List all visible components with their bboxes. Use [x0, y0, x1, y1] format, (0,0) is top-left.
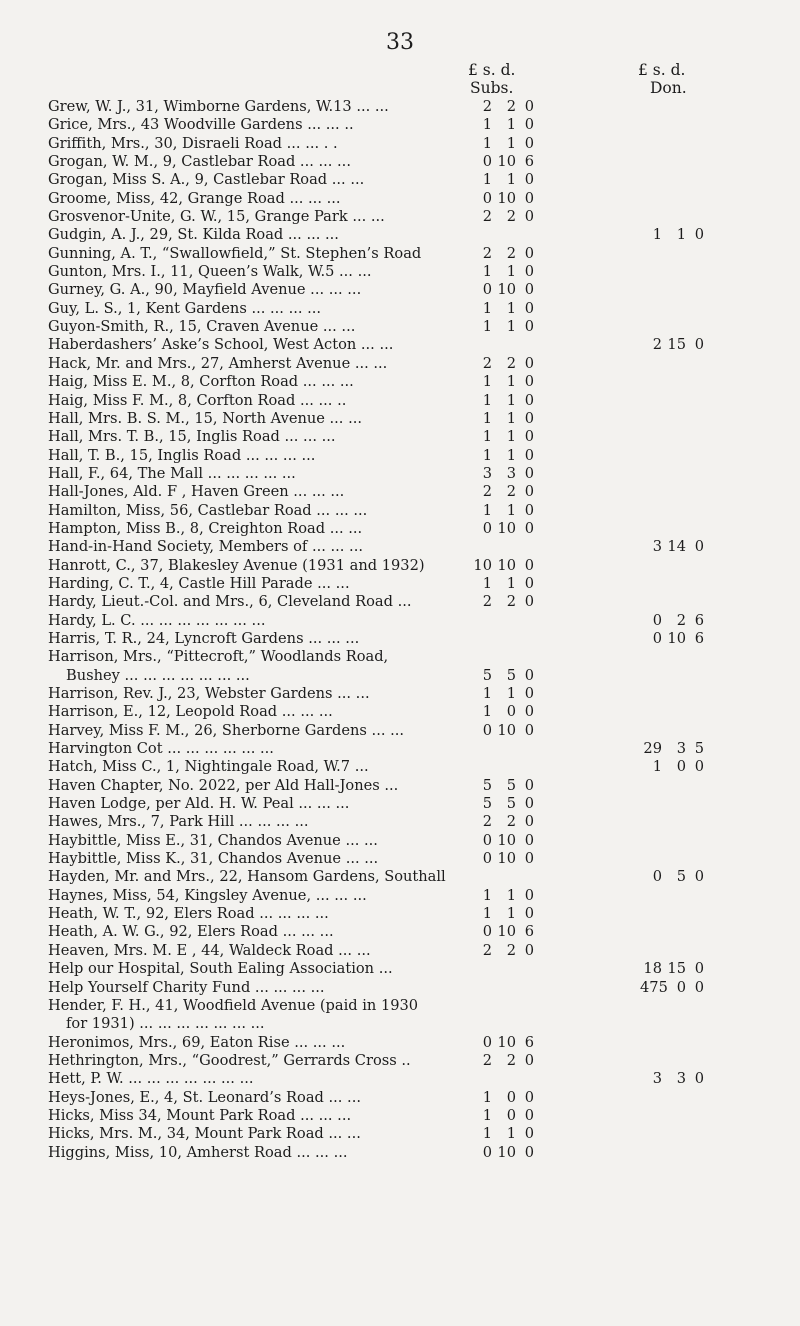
subscriber-name: Heys-Jones, E., 4, St. Leonard’s Road ... ... [48, 1088, 361, 1106]
list-item [0, 171, 800, 189]
page-number: 33 [386, 30, 414, 55]
subs-pence: 0 [524, 905, 534, 923]
subs-shillings: 0 [506, 1088, 516, 1106]
list-item [0, 281, 800, 299]
subscriber-name: Hall, T. B., 15, Inglis Road ... ... ... ... [48, 446, 316, 464]
list-item [0, 245, 800, 263]
subs-shillings: 10 [497, 923, 516, 941]
list-item [0, 190, 800, 208]
subs-pounds: 1 [482, 1088, 492, 1106]
donation-pence: 5 [694, 740, 704, 758]
subs-pounds: 1 [482, 685, 492, 702]
list-item [0, 98, 800, 116]
donation-pence: 0 [694, 1070, 704, 1088]
subs-pounds: 1 [482, 318, 492, 336]
list-item [0, 905, 800, 923]
donation-pounds: 3 [652, 538, 662, 556]
subs-shillings: 0 [506, 703, 516, 721]
subs-pounds: 1 [482, 428, 492, 446]
donation-pounds: 0 [652, 868, 662, 886]
subs-shillings: 10 [497, 1143, 516, 1161]
subs-pounds: 1 [482, 1125, 492, 1143]
subs-pounds: 1 [482, 574, 492, 592]
subs-shillings: 2 [506, 941, 516, 959]
subscriber-name: Harris, T. R., 24, Lyncroft Gardens ... ... ... [48, 629, 360, 647]
list-item [0, 593, 800, 611]
subs-pence: 0 [524, 281, 534, 299]
subscriber-name: Haig, Miss F. M., 8, Corfton Road ... ... .. [48, 391, 347, 409]
donation-shillings: 3 [676, 740, 686, 758]
subs-pence: 0 [524, 941, 534, 959]
donation-shillings: 5 [676, 868, 686, 886]
list-item [0, 648, 800, 666]
subs-pence: 6 [524, 1033, 534, 1051]
subs-shillings: 2 [506, 813, 516, 831]
subs-currency-header: £ s. d. [468, 61, 516, 79]
subscriber-name: Hatch, Miss C., 1, Nightingale Road, W.7 ... [48, 758, 369, 776]
subscriber-name: Hardy, Lieut.-Col. and Mrs., 6, Cleveland Road ... [48, 593, 412, 611]
subs-pounds: 0 [482, 281, 492, 299]
list-item [0, 703, 800, 721]
subs-pence: 0 [524, 409, 534, 427]
list-item [0, 685, 800, 703]
subs-pounds: 5 [482, 666, 492, 684]
subs-pence: 0 [524, 263, 534, 281]
subs-pounds: 1 [482, 263, 492, 281]
donation-pounds: 0 [652, 611, 662, 629]
subs-pence: 0 [524, 685, 534, 702]
donation-pence: 0 [694, 978, 704, 996]
subs-pounds: 1 [482, 703, 492, 721]
subscriber-name: Grice, Mrs., 43 Woodville Gardens ... ... .. [48, 116, 354, 134]
subs-pence: 0 [524, 813, 534, 831]
subscriber-name: Griffith, Mrs., 30, Disraeli Road ... ... . . [48, 134, 338, 152]
subscriber-name: Harrison, Rev. J., 23, Webster Gardens ... ... [48, 685, 370, 702]
subscriber-name: Help our Hospital, South Ealing Association ... [48, 960, 393, 978]
subs-pence: 0 [524, 666, 534, 684]
subs-shillings: 10 [497, 153, 516, 171]
subs-shillings: 0 [506, 1106, 516, 1124]
subs-shillings: 10 [497, 1033, 516, 1051]
subs-pence: 0 [524, 703, 534, 721]
list-item [0, 116, 800, 134]
subs-pounds: 1 [482, 391, 492, 409]
list-item [0, 1015, 800, 1033]
list-item [0, 263, 800, 281]
subscriber-name: Harrison, Mrs., “Pittecroft,” Woodlands Road, [48, 648, 389, 666]
list-item [0, 1034, 800, 1052]
list-item [0, 575, 800, 593]
subs-pence: 0 [524, 299, 534, 317]
subs-shillings: 3 [506, 464, 516, 482]
subscriber-name: Hicks, Miss 34, Mount Park Road ... ... ... [48, 1106, 352, 1124]
subs-shillings: 1 [506, 501, 516, 519]
list-item [0, 979, 800, 997]
subscriber-name: Heath, A. W. G., 92, Elers Road ... ... ... [48, 923, 334, 941]
subscriber-name: Hall, Mrs. B. S. M., 15, North Avenue ... ... [48, 409, 363, 427]
subscriber-name: Haven Lodge, per Ald. H. W. Peal ... ... ... [48, 795, 350, 813]
subs-shillings: 2 [506, 244, 516, 262]
subscriber-name: Bushey ... ... ... ... ... ... ... [66, 666, 250, 684]
subs-pence: 0 [524, 446, 534, 464]
subscriber-name: Harding, C. T., 4, Castle Hill Parade ... ... [48, 574, 350, 592]
subs-column-header: Subs. [470, 79, 514, 97]
subscriber-name: Hall, F., 64, The Mall ... ... ... ... ... [48, 464, 296, 482]
donation-shillings: 14 [667, 538, 686, 556]
list-item [0, 813, 800, 831]
list-item [0, 850, 800, 868]
list-item [0, 960, 800, 978]
subs-shillings: 1 [506, 886, 516, 904]
list-item [0, 483, 800, 501]
subs-pence: 0 [524, 244, 534, 262]
subs-pounds: 1 [482, 1106, 492, 1124]
subs-shillings: 1 [506, 299, 516, 317]
subscriber-name: Heronimos, Mrs., 69, Eaton Rise ... ... ... [48, 1033, 346, 1051]
subscriber-name: Haynes, Miss, 54, Kingsley Avenue, ... ... ... [48, 886, 367, 904]
subs-pounds: 10 [473, 556, 492, 574]
list-item [0, 1089, 800, 1107]
donation-shillings: 1 [676, 226, 686, 244]
subscriber-name: Hall-Jones, Ald. F , Haven Green ... ... ... [48, 483, 345, 501]
subs-shillings: 1 [506, 318, 516, 336]
subscriber-name: Gunning, A. T., “Swallowfield,” St. Stephen’s Road [48, 244, 422, 262]
subscriber-name: Heath, W. T., 92, Elers Road ... ... ... ... [48, 905, 329, 923]
subs-pounds: 2 [482, 941, 492, 959]
list-item [0, 887, 800, 905]
subs-shillings: 2 [506, 483, 516, 501]
subscriber-name: Hender, F. H., 41, Woodfield Avenue (paid in 1930 [48, 996, 419, 1014]
list-item [0, 1125, 800, 1143]
subs-pounds: 0 [482, 519, 492, 537]
subscriber-name: Haven Chapter, No. 2022, per Ald Hall-Jones ... [48, 776, 399, 794]
subs-pounds: 0 [482, 721, 492, 739]
subscriber-name: Guyon-Smith, R., 15, Craven Avenue ... ... [48, 318, 356, 336]
subs-shillings: 10 [497, 281, 516, 299]
subs-shillings: 10 [497, 189, 516, 207]
donation-pence: 0 [694, 226, 704, 244]
list-item [0, 355, 800, 373]
subs-pounds: 2 [482, 813, 492, 831]
subs-pounds: 2 [482, 1051, 492, 1069]
subscriber-name: Heaven, Mrs. M. E , 44, Waldeck Road ... ... [48, 941, 371, 959]
subs-pounds: 1 [482, 409, 492, 427]
subscriber-name: Hardy, L. C. ... ... ... ... ... ... ... [48, 611, 266, 629]
subs-shillings: 10 [497, 556, 516, 574]
subs-pounds: 1 [482, 886, 492, 904]
list-item [0, 997, 800, 1015]
subscriber-name: Help Yourself Charity Fund ... ... ... ... [48, 978, 325, 996]
subscriber-name: Hanrott, C., 37, Blakesley Avenue (1931 and 1932) [48, 556, 425, 574]
donation-shillings: 10 [667, 629, 686, 647]
subscriber-name: Hack, Mr. and Mrs., 27, Amherst Avenue ... ... [48, 354, 388, 372]
subscriber-name: Gudgin, A. J., 29, St. Kilda Road ... ... ... [48, 226, 339, 244]
subscriber-name: Hawes, Mrs., 7, Park Hill ... ... ... ... [48, 813, 309, 831]
subs-shillings: 5 [506, 795, 516, 813]
subs-pence: 0 [524, 519, 534, 537]
subs-pence: 0 [524, 1051, 534, 1069]
list-item [0, 428, 800, 446]
subscriber-name: Guy, L. S., 1, Kent Gardens ... ... ... ... [48, 299, 322, 317]
donation-pounds: 1 [652, 226, 662, 244]
subs-pence: 0 [524, 464, 534, 482]
list-item [0, 557, 800, 575]
donation-pounds: 475 [640, 978, 668, 996]
subscriber-name: Hampton, Miss B., 8, Creighton Road ... ... [48, 519, 363, 537]
donation-shillings: 2 [676, 611, 686, 629]
subs-pounds: 1 [482, 116, 492, 134]
subs-shillings: 2 [506, 354, 516, 372]
subs-pounds: 2 [482, 593, 492, 611]
subs-pence: 0 [524, 831, 534, 849]
list-item [0, 465, 800, 483]
donation-shillings: 15 [667, 960, 686, 978]
subscriber-name: Harvington Cot ... ... ... ... ... ... [48, 740, 274, 758]
subs-pounds: 2 [482, 98, 492, 115]
subs-shillings: 2 [506, 98, 516, 115]
donation-pence: 0 [694, 336, 704, 354]
subscriber-name: Gurney, G. A., 90, Mayfield Avenue ... ... ... [48, 281, 362, 299]
subs-pence: 0 [524, 593, 534, 611]
subscriber-name: Higgins, Miss, 10, Amherst Road ... ... ... [48, 1143, 348, 1161]
list-item [0, 392, 800, 410]
subs-pounds: 0 [482, 831, 492, 849]
subs-shillings: 1 [506, 905, 516, 923]
subs-shillings: 1 [506, 373, 516, 391]
subscriber-name: Harvey, Miss F. M., 26, Sherborne Gardens ... ... [48, 721, 405, 739]
donation-shillings: 15 [667, 336, 686, 354]
list-item [0, 502, 800, 520]
subs-pence: 0 [524, 1125, 534, 1143]
subs-pence: 0 [524, 116, 534, 134]
list-item [0, 538, 800, 556]
subs-shillings: 10 [497, 831, 516, 849]
subscriber-name: Grew, W. J., 31, Wimborne Gardens, W.13 ... ... [48, 98, 389, 115]
subscriber-name: Hett, P. W. ... ... ... ... ... ... ... [48, 1070, 254, 1088]
subs-pounds: 3 [482, 464, 492, 482]
subscriber-name: Hand-in-Hand Society, Members of ... ... ... [48, 538, 363, 556]
list-item [0, 410, 800, 428]
list-item [0, 942, 800, 960]
subs-pence: 0 [524, 391, 534, 409]
list-item [0, 520, 800, 538]
subs-shillings: 5 [506, 666, 516, 684]
subscriber-name: Grosvenor-Unite, G. W., 15, Grange Park ... ... [48, 208, 385, 226]
subs-pence: 0 [524, 886, 534, 904]
list-item [0, 612, 800, 630]
list-item [0, 667, 800, 685]
donation-pounds: 2 [652, 336, 662, 354]
subscriber-name: Grogan, Miss S. A., 9, Castlebar Road ... ... [48, 171, 365, 189]
list-item [0, 1070, 800, 1088]
subs-shillings: 10 [497, 850, 516, 868]
subs-pence: 0 [524, 373, 534, 391]
subscriber-name: Hayden, Mr. and Mrs., 22, Hansom Gardens, Southall [48, 868, 446, 886]
subs-pence: 0 [524, 721, 534, 739]
subscriber-name: Hamilton, Miss, 56, Castlebar Road ... ... ... [48, 501, 368, 519]
subs-pounds: 0 [482, 1143, 492, 1161]
subscriber-name: Grogan, W. M., 9, Castlebar Road ... ... ... [48, 153, 351, 171]
subs-pounds: 1 [482, 501, 492, 519]
list-item [0, 208, 800, 226]
donation-shillings: 0 [676, 758, 686, 776]
subs-pence: 0 [524, 318, 534, 336]
subscriber-name: Groome, Miss, 42, Grange Road ... ... ... [48, 189, 341, 207]
list-item [0, 135, 800, 153]
subs-pounds: 1 [482, 171, 492, 189]
subscriber-name: Hethrington, Mrs., “Goodrest,” Gerrards Cross .. [48, 1051, 411, 1069]
subs-shillings: 1 [506, 263, 516, 281]
subs-shillings: 10 [497, 519, 516, 537]
donations-column-header: Don. [650, 79, 687, 97]
subs-pence: 0 [524, 776, 534, 794]
list-item [0, 153, 800, 171]
list-item [0, 300, 800, 318]
subs-pence: 0 [524, 171, 534, 189]
subs-shillings: 2 [506, 208, 516, 226]
subscriber-name: Haybittle, Miss E., 31, Chandos Avenue ... ... [48, 831, 378, 849]
donation-pence: 6 [694, 611, 704, 629]
subscriber-name: Haybittle, Miss K., 31, Chandos Avenue ... ... [48, 850, 379, 868]
list-item [0, 740, 800, 758]
donation-shillings: 3 [676, 1070, 686, 1088]
subs-shillings: 10 [497, 721, 516, 739]
subscriber-name: Haberdashers’ Aske’s School, West Acton ... ... [48, 336, 394, 354]
list-item [0, 447, 800, 465]
subs-pence: 6 [524, 153, 534, 171]
donation-pence: 6 [694, 629, 704, 647]
subs-pence: 0 [524, 1106, 534, 1124]
subs-pounds: 1 [482, 446, 492, 464]
subs-pounds: 0 [482, 189, 492, 207]
subs-pounds: 2 [482, 244, 492, 262]
donation-pence: 0 [694, 960, 704, 978]
subs-pounds: 5 [482, 795, 492, 813]
list-item [0, 373, 800, 391]
subs-shillings: 1 [506, 409, 516, 427]
list-item [0, 1144, 800, 1162]
subs-shillings: 1 [506, 685, 516, 702]
list-item [0, 832, 800, 850]
subs-shillings: 1 [506, 171, 516, 189]
subs-shillings: 1 [506, 134, 516, 152]
donation-pounds: 18 [643, 960, 662, 978]
subs-pounds: 1 [482, 905, 492, 923]
subscriber-name: Haig, Miss E. M., 8, Corfton Road ... ... ... [48, 373, 354, 391]
subs-pence: 0 [524, 850, 534, 868]
subs-shillings: 2 [506, 593, 516, 611]
subs-pence: 0 [524, 1143, 534, 1161]
subs-shillings: 1 [506, 391, 516, 409]
subs-pence: 0 [524, 483, 534, 501]
subscriber-name: Hall, Mrs. T. B., 15, Inglis Road ... ... ... [48, 428, 336, 446]
donation-pence: 0 [694, 758, 704, 776]
list-item [0, 1052, 800, 1070]
subscriber-name: Gunton, Mrs. I., 11, Queen’s Walk, W.5 ... ... [48, 263, 372, 281]
subs-pounds: 0 [482, 153, 492, 171]
subs-pounds: 2 [482, 354, 492, 372]
subs-pounds: 5 [482, 776, 492, 794]
list-item [0, 1107, 800, 1125]
list-item [0, 318, 800, 336]
subs-shillings: 2 [506, 1051, 516, 1069]
donation-pence: 0 [694, 538, 704, 556]
donation-pence: 0 [694, 868, 704, 886]
subs-pounds: 0 [482, 850, 492, 868]
list-item [0, 868, 800, 886]
list-item [0, 722, 800, 740]
subs-pounds: 2 [482, 208, 492, 226]
subs-shillings: 1 [506, 1125, 516, 1143]
subs-pence: 0 [524, 501, 534, 519]
list-item [0, 336, 800, 354]
donation-pounds: 0 [652, 629, 662, 647]
subs-pence: 0 [524, 354, 534, 372]
list-item [0, 758, 800, 776]
subs-shillings: 1 [506, 116, 516, 134]
subs-shillings: 5 [506, 776, 516, 794]
donations-currency-header: £ s. d. [638, 61, 686, 79]
subs-pence: 0 [524, 428, 534, 446]
donation-pounds: 29 [643, 740, 662, 758]
subs-pence: 0 [524, 134, 534, 152]
list-item [0, 226, 800, 244]
subs-pounds: 0 [482, 1033, 492, 1051]
subs-pence: 0 [524, 574, 534, 592]
list-item [0, 630, 800, 648]
list-item [0, 777, 800, 795]
subs-pence: 0 [524, 795, 534, 813]
donation-pounds: 1 [652, 758, 662, 776]
subs-pounds: 1 [482, 373, 492, 391]
subscriber-name: for 1931) ... ... ... ... ... ... ... [66, 1015, 265, 1033]
subs-pence: 0 [524, 1088, 534, 1106]
subs-shillings: 1 [506, 446, 516, 464]
list-item [0, 795, 800, 813]
subs-shillings: 1 [506, 428, 516, 446]
subs-pounds: 1 [482, 134, 492, 152]
donation-shillings: 0 [676, 978, 686, 996]
subscriber-name: Harrison, E., 12, Leopold Road ... ... ... [48, 703, 333, 721]
subs-pounds: 1 [482, 299, 492, 317]
subscriber-list [0, 98, 800, 1162]
subs-pence: 0 [524, 556, 534, 574]
donation-pounds: 3 [652, 1070, 662, 1088]
subs-pounds: 2 [482, 483, 492, 501]
subs-pence: 0 [524, 189, 534, 207]
subs-pounds: 0 [482, 923, 492, 941]
subs-pence: 0 [524, 98, 534, 115]
subs-pence: 6 [524, 923, 534, 941]
subscriber-name: Hicks, Mrs. M., 34, Mount Park Road ... ... [48, 1125, 361, 1143]
list-item [0, 923, 800, 941]
subs-shillings: 1 [506, 574, 516, 592]
subs-pence: 0 [524, 208, 534, 226]
